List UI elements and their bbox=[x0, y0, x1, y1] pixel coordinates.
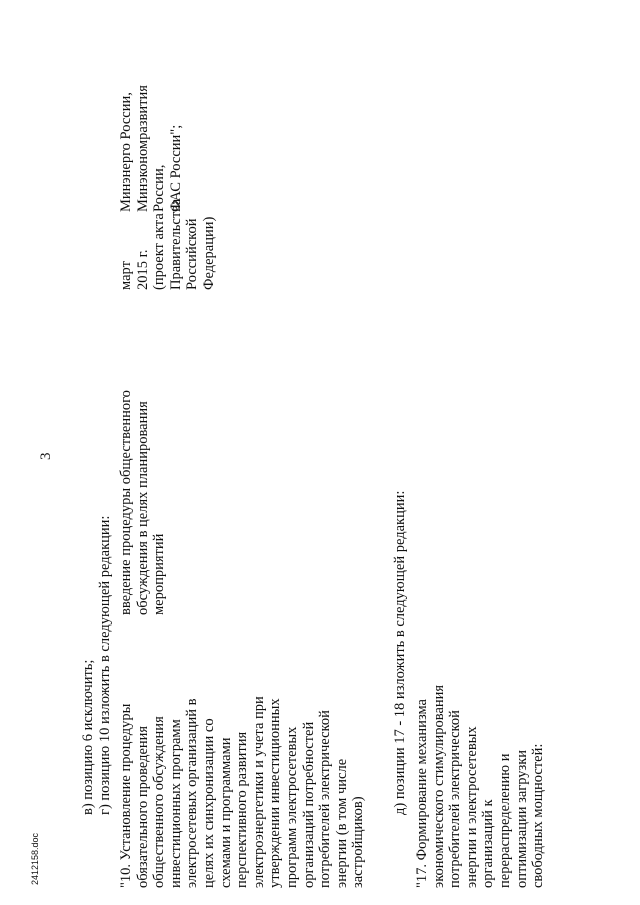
row10-col1-line: программ электросетевых bbox=[283, 726, 300, 888]
row17-col1-line: оптимизации загрузки bbox=[513, 749, 530, 888]
row10-col1-line: электроэнергетики и учета при bbox=[250, 696, 267, 888]
row10-col4-line: России, bbox=[151, 164, 168, 212]
row10-col4 bbox=[118, 85, 184, 212]
row10-col1-line: "10. Установление процедуры bbox=[118, 703, 134, 888]
row10-col1-line: инвестиционных программ bbox=[167, 719, 184, 888]
item-v: в) позицию 6 исключить; bbox=[80, 659, 96, 815]
row10-col1-line: утверждении инвестиционных bbox=[267, 698, 284, 888]
item-d: д) позиции 17 - 18 изложить в следующей редакции: bbox=[392, 490, 408, 815]
row10-col1-line: целях их синхронизации со bbox=[200, 718, 217, 888]
row10-col2-line: мероприятий bbox=[151, 533, 168, 615]
row10-col1-line: общественного обсуждения bbox=[151, 716, 168, 888]
row10-col3-line: март bbox=[118, 261, 134, 290]
row10-col4-line: Минэнерго России, bbox=[118, 92, 134, 212]
row10-col1-line: схемами и программами bbox=[217, 737, 234, 888]
row10-col2-line: введение процедуры общественного bbox=[118, 390, 134, 615]
row17-col1-line: "17. Формирование механизма bbox=[414, 699, 430, 888]
row10-col3-line: Российской bbox=[184, 218, 201, 290]
row10-col1-line: потребителей электрической bbox=[317, 710, 334, 888]
row17-col1-line: организаций к bbox=[480, 799, 497, 888]
row10-col3-line: 2015 г. bbox=[134, 249, 151, 290]
row10-col4-line: ФАС России"; bbox=[167, 124, 184, 212]
row10-col4-line: Минэкономразвития bbox=[134, 85, 151, 212]
row10-col3 bbox=[118, 199, 218, 290]
page-number: 3 bbox=[38, 452, 54, 460]
row17-col1-line: потребителей электрической bbox=[447, 710, 464, 888]
row10-col3-line: Федерации) bbox=[200, 216, 217, 290]
row10-col1-line: электросетевых организаций в bbox=[184, 698, 201, 888]
row17-col1-line: энергии и электросетевых bbox=[463, 726, 480, 888]
row10-col1-line: обязательного проведения bbox=[134, 725, 151, 888]
row10-col3-line: (проект акта bbox=[151, 213, 168, 290]
row17-col1-line: экономического стимулирования bbox=[430, 684, 447, 888]
row10-col1-line: энергии (в том числе bbox=[333, 758, 350, 888]
row10-col2-line: обсуждения в целях планирования bbox=[134, 401, 151, 615]
row10-col1-line: организаций потребностей bbox=[300, 721, 317, 888]
row17-col1-line: свободных мощностей: bbox=[530, 743, 547, 888]
row10-col1 bbox=[118, 696, 367, 888]
row17-col1-line: перераспределению и bbox=[496, 753, 513, 888]
row17-col1 bbox=[414, 685, 547, 888]
row10-col3-line: Правительства bbox=[167, 198, 184, 290]
row10-col1-line: перспективного развития bbox=[234, 731, 251, 888]
item-g: г) позицию 10 изложить в следующей редакции: bbox=[97, 515, 113, 815]
row10-col1-line: застройщиков) bbox=[350, 796, 367, 888]
row10-col2 bbox=[118, 390, 168, 615]
footer-filename: 2412158.doc bbox=[30, 832, 40, 885]
